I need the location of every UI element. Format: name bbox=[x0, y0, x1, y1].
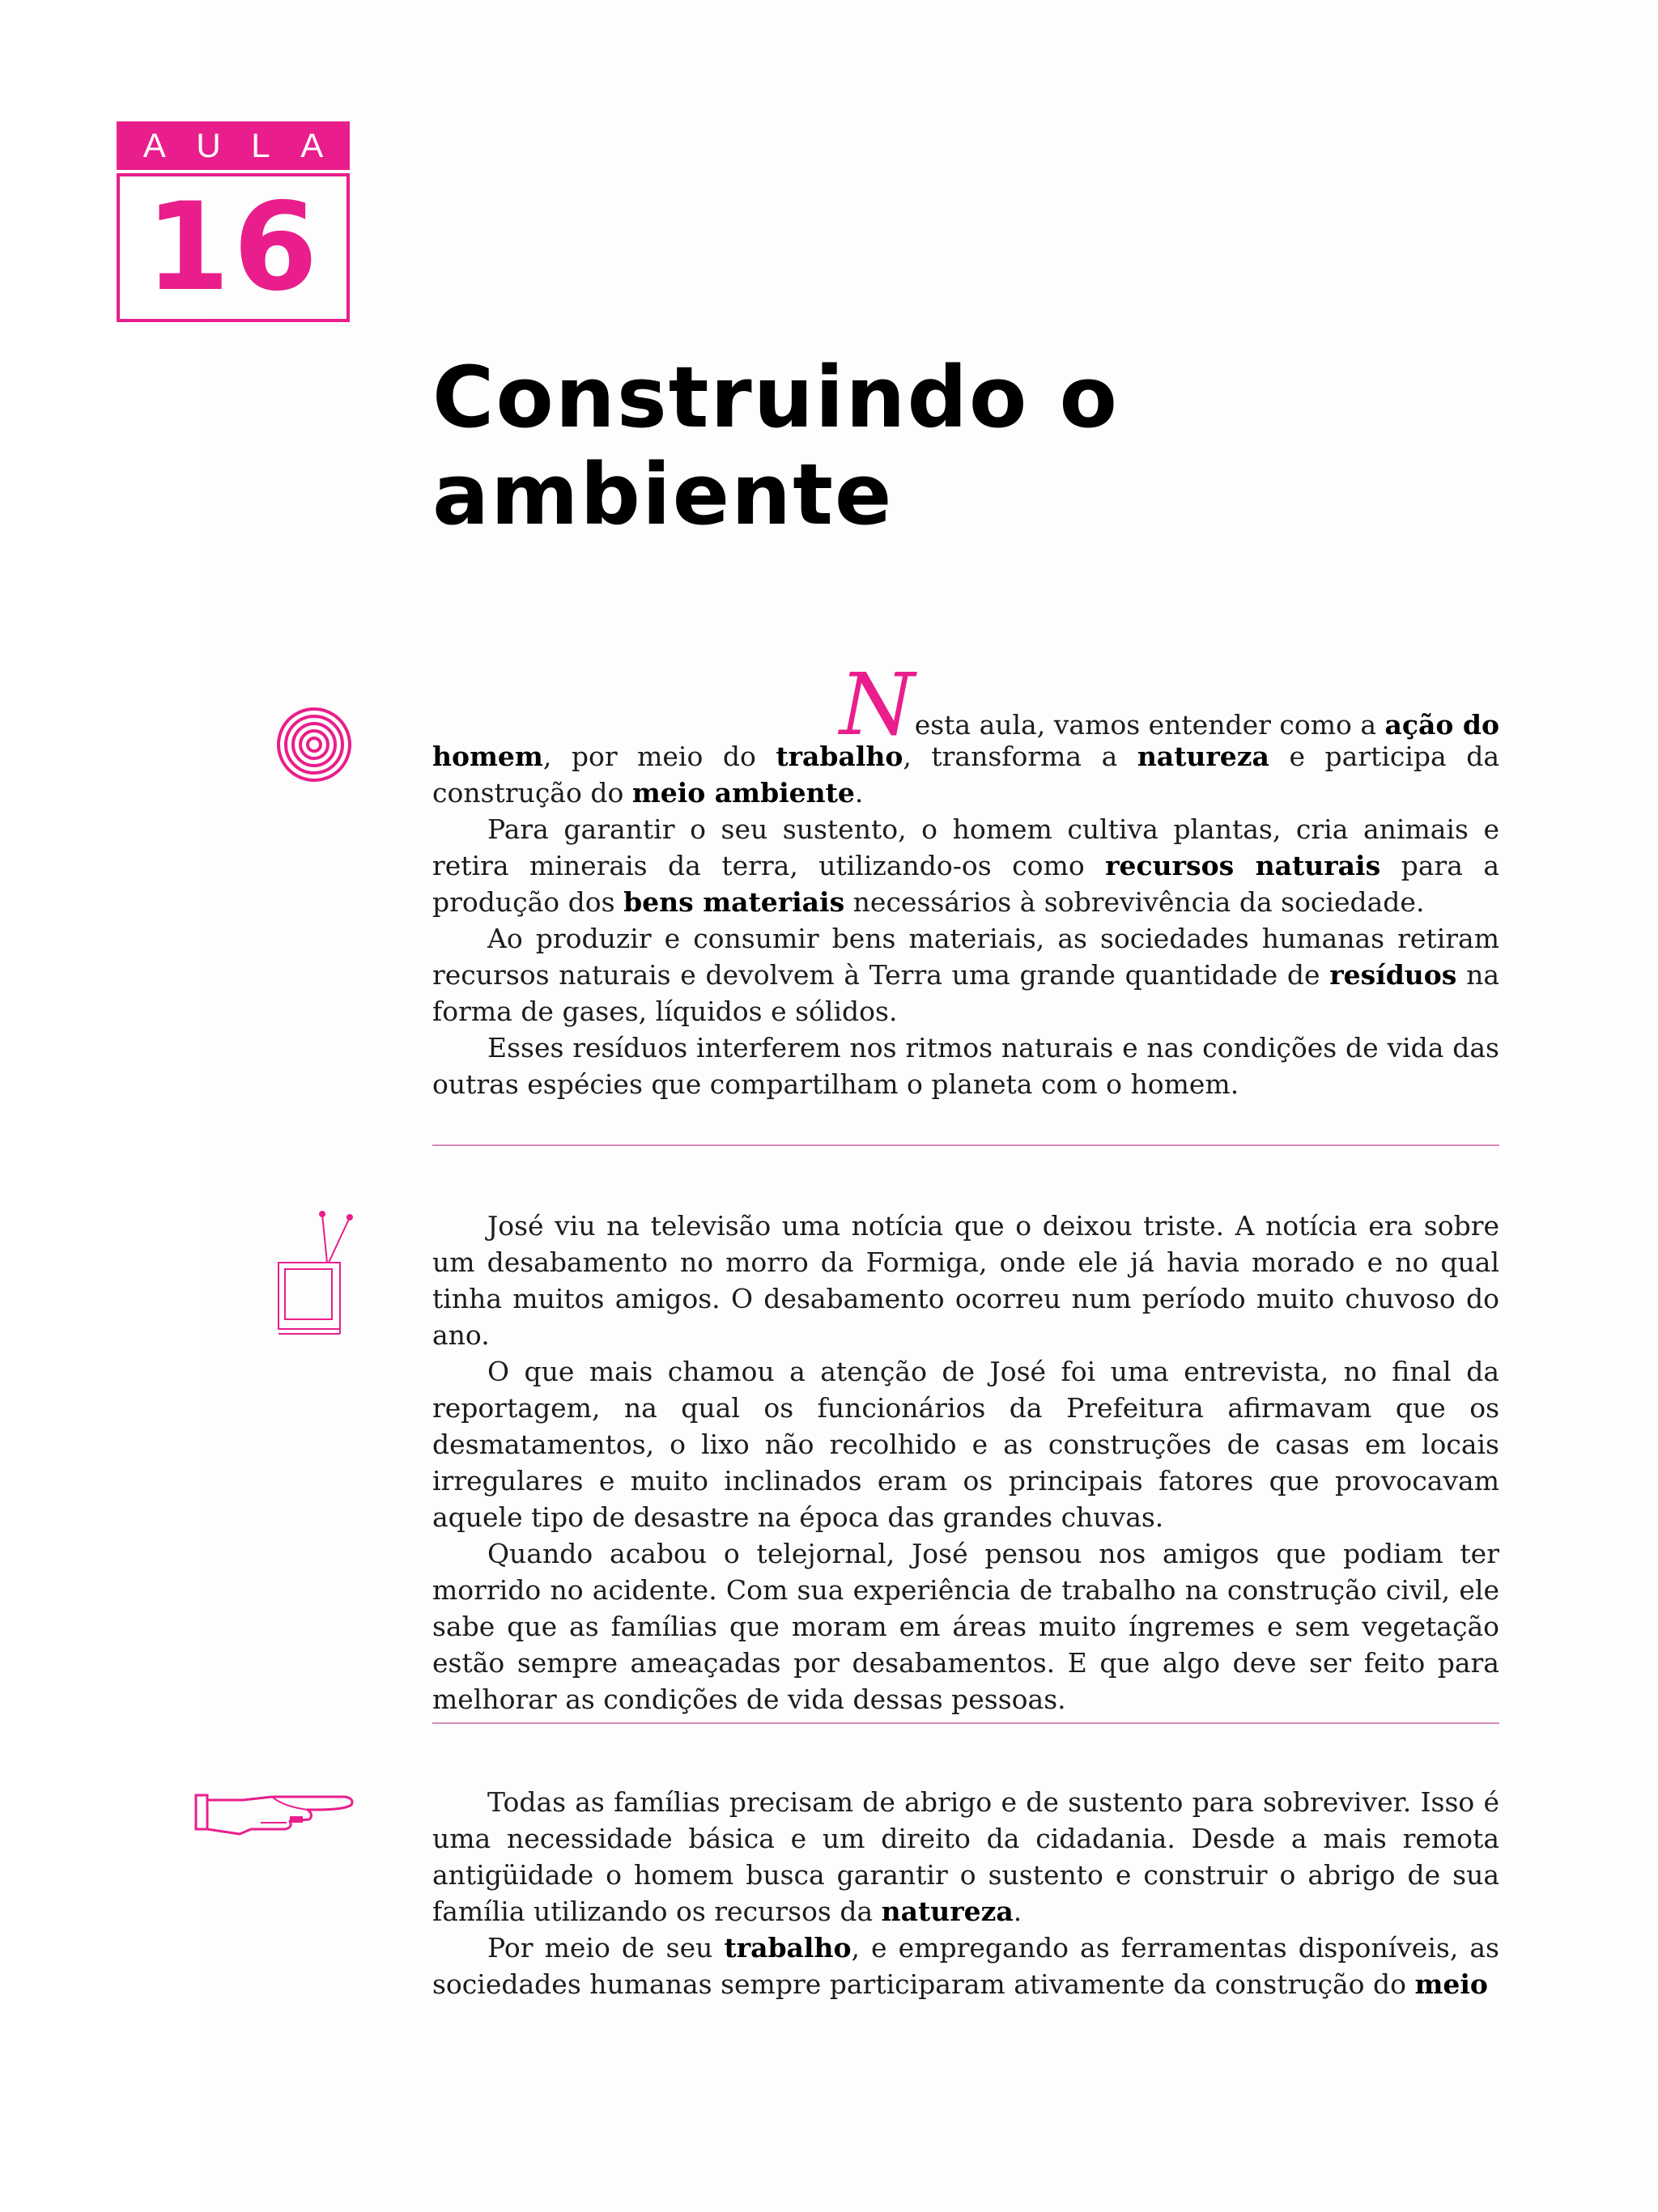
aula-letter: A bbox=[142, 126, 166, 164]
intro-paragraph-1 bbox=[432, 738, 1499, 811]
drop-cap: N bbox=[839, 655, 915, 754]
text-run: Ao produzir e consumir bens materiais, as sociedades humanas retiram recursos naturais e devolvem à Terra uma grande quantidade de bbox=[432, 923, 1499, 991]
text-run: . bbox=[854, 777, 864, 809]
text-run: Para garantir o seu sustento, o homem cultiva plantas, cria animais e retira minerais da terra, utilizando-os como bbox=[432, 813, 1499, 881]
bold-term: meio ambiente bbox=[631, 777, 855, 809]
aula-label bbox=[117, 121, 350, 170]
intro-first-line-bold: ação do bbox=[1384, 709, 1499, 741]
section-divider bbox=[432, 1722, 1499, 1724]
bold-term: natureza bbox=[1137, 741, 1269, 772]
bold-term: trabalho bbox=[724, 1932, 852, 1964]
aula-letter: U bbox=[196, 126, 221, 164]
bold-term: trabalho bbox=[776, 741, 903, 772]
intro-paragraph-3 bbox=[432, 920, 1499, 1030]
pointing-hand-icon bbox=[194, 1789, 356, 1841]
bold-term: homem bbox=[432, 741, 543, 772]
lesson-number-box bbox=[117, 173, 350, 322]
target-icon bbox=[275, 706, 353, 783]
lesson-paragraph-2 bbox=[432, 1930, 1499, 2002]
lesson-paragraph-1 bbox=[432, 1784, 1499, 1930]
page-title: Construindo o ambiente bbox=[432, 348, 1119, 544]
intro-first-line bbox=[432, 655, 1499, 754]
text-run: , por meio do bbox=[542, 741, 776, 772]
text-run: para a produção dos bbox=[432, 850, 1500, 918]
bold-term: resíduos bbox=[1329, 959, 1457, 991]
story-section bbox=[432, 1208, 1499, 1717]
intro-paragraph-2 bbox=[432, 811, 1499, 920]
intro-section bbox=[432, 655, 1500, 1102]
aula-letter: A bbox=[300, 126, 324, 164]
text-run: na forma de gases, líquidos e sólidos. bbox=[432, 959, 1499, 1027]
television-icon bbox=[272, 1209, 355, 1339]
bold-term: meio bbox=[1414, 1968, 1488, 2000]
text-run: . bbox=[1013, 1896, 1022, 1927]
lesson-number: 16 bbox=[145, 177, 321, 318]
text-run: Todas as famílias precisam de abrigo e de sustento para sobreviver. Isso é uma necessidade básica e um direito da cidadania. Desde a mais remota antigüidade o homem busca garantir o sustento e construir o abrigo de sua família utilizando os recursos da bbox=[432, 1786, 1499, 1927]
text-run: e participa da construção do bbox=[432, 741, 1500, 809]
bold-term: natureza bbox=[881, 1896, 1014, 1927]
aula-letter: L bbox=[251, 126, 270, 164]
section-divider bbox=[432, 1144, 1499, 1146]
intro-paragraph-4: Esses resíduos interferem nos ritmos naturais e nas condições de vida das outras espécies que compartilham o planeta com o homem. bbox=[432, 1032, 1499, 1100]
lesson-section bbox=[432, 1784, 1499, 2002]
bold-term: bens materiais bbox=[623, 886, 845, 918]
story-paragraph-1: José viu na televisão uma notícia que o deixou triste. A notícia era sobre um desabamento no morro da Formiga, onde ele já havia morado e no qual tinha muitos amigos. O desabamento ocorreu num período muito chuvoso do ano. bbox=[432, 1210, 1499, 1351]
intro-first-line-text: esta aula, vamos entender como a bbox=[914, 709, 1377, 741]
story-paragraph-2: O que mais chamou a atenção de José foi uma entrevista, no final da reportagem, na qual os funcionários da Prefeitura afirmavam que os desmatamentos, o lixo não recolhido e as construções de casas em locais irregulares e muito inclinados eram os principais fatores que provocavam aquele tipo de desastre na época das grandes chuvas. bbox=[432, 1356, 1499, 1533]
text-run: , e empregando as ferramentas disponíveis, as sociedades humanas sempre participaram ativamente da construção do bbox=[432, 1932, 1499, 2000]
text-run: necessários à sobrevivência da sociedade. bbox=[844, 886, 1425, 918]
bold-term: recursos naturais bbox=[1105, 850, 1381, 881]
text-run: Por meio de seu bbox=[487, 1932, 725, 1964]
text-run: , transforma a bbox=[903, 741, 1137, 772]
story-paragraph-3: Quando acabou o telejornal, José pensou nos amigos que podiam ter morrido no acidente. Com sua experiência de trabalho na construção civil, ele sabe que as famílias que moram em áreas muito íngremes e sem vegetação estão sempre ameaçadas por desabamentos. E que algo deve ser feito para melhorar as condições de vida dessas pessoas. bbox=[432, 1538, 1499, 1715]
